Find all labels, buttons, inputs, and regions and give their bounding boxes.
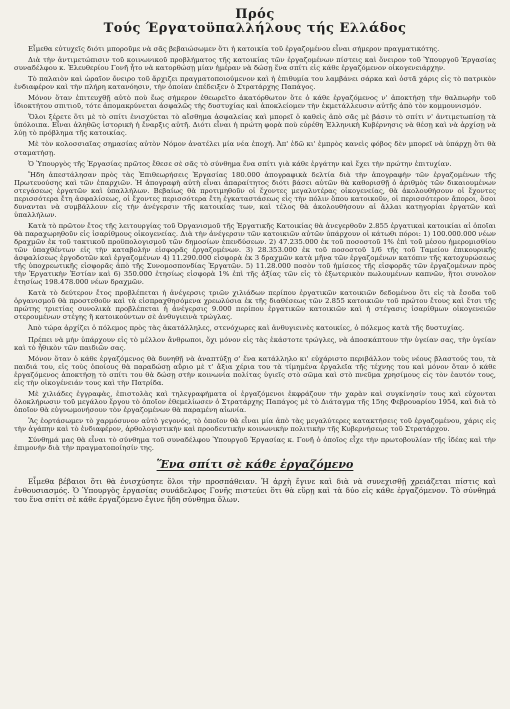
slogan-heading: Ἕνα σπίτι σὲ κάθε ἐργαζόμενο	[156, 458, 354, 472]
paragraph: Τὸ παλαιὸν καὶ ὡραῖον ὄνειρο τοῦ ἄρχιζει πραγματοποιούμενον καὶ ἡ ἐπιθυμία του λαμβάνει σάρκα καὶ ὀστᾶ χάρις εἰς τὸ πατρικὸν ἐνδιαφέρον καὶ τὴν πλήρη κατανόησιν, τὴν ὁποίαν ἐπέδειξεν ὁ Στρατάρχης Παπάγος.	[14, 75, 496, 92]
paragraph: Μόνον ὅταν ὁ κάθε ἐργαζόμενος θὰ δυνηθῇ νὰ ἀναπτύξῃ σ' ἕνα κατάλληλο κι' εὐχάριστο περιβάλλον τοὺς νέους βλαστούς του, τὰ παιδιά του, εἰς τοὺς ὁποίους θὰ παραδώσῃ αὔριο μὲ τ' ἄξια χέρια του τὰ τίμημένα ἐργαλεῖα τῆς τέχνης του καὶ μόνον ὅταν ὁ κάθε ἐργαζόμενος ἀποκτήσῃ τὸ σπίτι του θὰ δώσῃ στὴν κοινωνία πολίτας ὑγιεῖς στὸ σῶμα καὶ στὸ πνεῦμα χρησίμους εἰς τὸν ἑαυτόν τους, εἰς τὴν οἰκογένειάν τους καὶ τὴν Πατρίδα.	[14, 354, 496, 387]
paragraph: Εἶμεθα εὐτυχεῖς διότι μποροῦμε νὰ σᾶς βεβαιώσωμεν ὅτι ἡ κατοικία τοῦ ἐργαζομένου εἶναι σήμερον πραγματικότης.	[28, 45, 440, 53]
paragraph: Μὲ τὸν κολοσσιαῖας σημασίας αὐτὸν Νόμον ἀνατέλει μία νέα ἐποχή. Ἀπ' ἐδῶ κι' ἐμπρὸς κανεὶς φόβος δὲν μπορεῖ νὰ ὑπάρχῃ ὅτι θὰ σταματήσῃ.	[14, 140, 496, 157]
paragraph: Ἤδη ἀπεστάλησαν πρὸς τὰς Ἐπιθεωρήσεις Ἐργασίας 180.000 ἀπογραφικὰ δελτία διὰ τὴν ἀπογραφὴν τῶν ἐργαζομένων τῆς Πρωτευούσης καὶ τῶν ἐπαρχιῶν. Ἡ ἀπογραφὴ αὐτὴ εἶναι ἀπαραίτητος διότι βάσει αὐτῶν θὰ καθορισθῇ ὁ ἀριθμὸς τῶν δικαιουμένων στεγάσεως ἐργατῶν καὶ ὑπαλλήλων. Βεβαίως θὰ προτιμηθοῦν οἱ ἔχοντες μεγαλυτέρας οἰκογενείας, θὰ ἀκολουθήσουν οἱ ἔχοντες περισσότερα ἔτη ἀσφαλίσεως, οἱ ἔχοντες περισσότερα ἔτη ἐγκαταστάσεως εἰς τὴν πόλιν ὅπου κατοικοῦν, οἱ περισσότερον ἄποροι, ὅσοι δυνανται νὰ συμβάλλουν εἰς τὴν ἀνέγερσιν τῆς κατοικίας των, καὶ τέλος θὰ ἀκολουθήσουν αἱ ἄλλαι κατηγορίαι ἐργατῶν καὶ ὑπαλλήλων.	[14, 170, 496, 219]
body-text	[14, 45, 496, 452]
paragraph: Πρέπει νὰ μὴν ὑπάρχουν εἰς τὸ μέλλον ἄνθρωποι, ὄχι μόνον εἰς τὰς ἑκάστοτε τρώγλες, νὰ ἀποσκάπτουν τὴν ὑγείαν σας, τὴν ὑγείαν καὶ τὸ ἦθικὸν τῶν παιδιῶν σας.	[14, 335, 496, 352]
closing-paragraph: Εἶμεθα βέβαιοι ὅτι θὰ ἐνισχύσητε ὅλοι τὴν προσπάθειαν. Ἡ ἀρχὴ ἔγινε καὶ διὰ νὰ συνεχισθῇ χρειάζεται πίστις καὶ ἐνθουσιασμός. Ὁ Ὑπουργὸς ἐργασίας συνάδελφος Γονῆς πιστεύει ὅτι θὰ εὕρῃ καὶ τὰ δύο εἰς κάθε ἐργαζόμενον. Τὸ σύνθημά του ἕνα σπίτι σὲ κάθε ἐργαζόμενο ἔγινε ἤδη σύνθημα ὅλων.	[14, 477, 496, 505]
heading-line-1: Πρός	[235, 7, 275, 22]
paragraph: Ὁ Ὑπουργὸς τῆς Ἐργασίας πρῶτος ἔθεσε σὲ σᾶς τὸ σύνθημα ἕνα σπίτι γιὰ κάθε ἐργάτην καὶ ἔχει τὴν πρώτην ἐπιτυχίαν.	[28, 159, 452, 168]
paragraph: Διὰ τὴν ἀντιμετώπισιν τοῦ κοινωνικοῦ προβλήματος τῆς κατοικίας τῶν ἐργαζομένων πίστεις καὶ ὄνειρον τοῦ Ὑπουργοῦ Ἐργασίας συναδέλφου κ. Ἐλευθερίου Γονῆ ἦτο νὰ κατορθώσῃ μίαν ἡμέραν νὰ δώσῃ ἕνα σπίτι εἰς κάθε ἐργαζόμενον οἰκογενειάρχην.	[14, 56, 496, 73]
paragraph: Ὅλοι ξέρετε ὅτι μὲ τὸ σπίτι ἐνισχύεται τὸ αἴσθημα ἀσφαλείας καὶ μπορεῖ ὁ καθεὶς ἀπὸ σᾶς μὲ βάσιν τὸ σπίτι ν' ἀντιμετωπίσῃ τὰ ὑπόλοιπα. Εἶναι ἀληθῶς ἱστορικὴ ἡ ἔναρξις αὐτῆ. Διότι εἶναι ἡ πρώτη φορὰ ποὺ εὑρέθη Ἑλληνικὴ Κυβέρνησις νὰ θέσῃ καὶ νὰ ἀρχίσῃ νὰ λύῃ τὸ πρόβλημα τῆς κατοικίας.	[14, 113, 496, 138]
heading-line-2: Τούς Έργατοϋπαλλήλους τής Ελλάδος	[103, 21, 407, 36]
paragraph: Ἀπὸ τώρα ἀρχίζει ὁ πόλεμος πρὸς τὰς ἀκατάλληλες, στενόχωρες καὶ ἀνθυγιεινὲς κατοικίες, ὁ πόλεμος κατὰ τῆς δυστυχίας.	[28, 324, 465, 333]
paragraph: Μόνον ὅταν ἐπιτευχθῇ αὐτὸ ποὺ ἕως σήμερον ἐθεωρεῖτο ἀκατόρθωτον ὅτε ὁ κάθε ἐργαζόμενος ν' ἀποκτήσῃ τὴν θαλπωρὴν τοῦ ἰδιοκτήτου σπιτιοῦ, τότε ἀπομακρύνεται ἀσφαλῶς τὴς δυστυχίας καὶ ἀποκλείομεν τὴν ἐκμετάλλευσιν αὐτῆς ἀπὸ τὸν κομμουνισμόν.	[14, 94, 496, 111]
paragraph: Κατὰ τὸ δεύτερον ἔτος προβλέπεται ἡ ἀνέγερσις τριῶν χιλιάδων περίπου ἐργατικῶν κατοικιῶν δεδομένου ὅτι εἰς τὰ ἔσοδα τοῦ ὀργανισμοῦ θὰ προστεθοῦν καὶ τὰ εἰσπραχθησόμενα χρεωλύσια ἐκ τῆς διαθέσεως τῶν 2.855 κατοικιῶν τοῦ πρώτου ἔτους καὶ ἔτσι τῆς πρώτης τριετίας συνολικὰ προβλέπεται ἡ ἀνέγερσις 9.000 περίπου ἐργατικῶν κατοικιῶν καὶ ἡ στέγασις ἰσαρίθμων οἰκογενειῶν στερουμένων στέγης ἢ κατοικούντων σὲ ἀνθυγιεινὰ τρώγλας.	[14, 289, 496, 322]
paragraph: Σύνθημά μας θὰ εἶναι τὸ σύνθημα τοῦ συναδέλφου Ὑπουργοῦ Ἐργασίας κ. Γονῆ ὁ ὁποῖος εἶχε τὴν πρωτοβουλίαν τῆς ἰδέας καὶ τὴν ἐπιμονὴν διὰ τὴν πραγματοποίησίν της.	[14, 436, 496, 453]
closing-text	[14, 477, 496, 504]
paragraph: Ἃς ἑορτάσωμεν τὸ χαρμόσυνον αὐτὸ γεγονός, τὸ ὁποῖον θὰ εἶναι μία ἀπὸ τὰς μεγαλύτερες κατακτήσεις τοῦ ἐργαζομένου, χάρις εἰς τὴν ἀγάπην καὶ τὸ ἐνδιαφέρον, ἀρθολογιστικὴν καὶ προοδευτικὴν κοινωνικὴν πολιτικὴν τῆς Κυβερνήσεως τοῦ Στρατάρχου.	[14, 416, 496, 433]
paragraph: Κατὰ τὸ πρῶτον ἔτος τῆς λειτουργίας τοῦ Ὀργανισμοῦ τῆς Ἐργατικῆς Κατοικίας θὰ ἀνεγερθοῦν 2.855 ἐργατικαὶ κατοικίαι αἱ ὁποῖαι θὰ παραχωρηθοῦν εἰς ἰσαρίθμους οἰκογενείας. Διὰ τὴν ἀνέγερσιν τῶν κατοικιῶν αὐτῶν ὑπάρχουν οἱ κάτωθι πόροι: 1) 100.000.000 νέων δραχμῶν ἐκ τοῦ τακτικοῦ προϋπολογισμοῦ τῶν δημοσίων ἐπενδύσεων. 2) 47.235.000 ἐκ τοῦ ποσοστοῦ 1% ἐπὶ τοῦ μέσου ἡμερομισθίου τῶν ὑπαχθέντων εἰς τὴν καταβολὴν εἰσφορᾶς ἐργαζομένων. 3) 28.353.000 ἐκ τοῦ ποσοστοῦ 1/6 τῆς τοῦ Ταμείου ἐπικουρικῆς ἀσφαλίσεως ἐργοδοτῶν καὶ ἐργαζομένων 4) 11.290.000 εἰσφορὰ ἐκ 3 δραχμῶν κατὰ μῆνα τῶν ἐργαζομένων κατόπιν τῆς κατοχυρώσεως τῆς ὑποχρεωτικῆς εἰσφορᾶς ἀπὸ τῆς Συνομοσπονδίας Ἐργατῶν. 5) 11.28.000 ποσὸν τοῦ ἡμίσεος τῆς εἰσφορᾶς τῶν ἐργαζομένων πρὸς τὴν Ἐργατικὴν Ἑστίαν καὶ 6) 350.000 ἐτησίως εἰσφορὰ 1% ἐπὶ τῆς ἀξίας τῶν εἰς τὸ ἐξωτερικὸν πωλουμένων καπνῶν, ἤτοι συνολον ἐτησίως 198.478.000 νέων δραχμῶν.	[14, 221, 496, 287]
paragraph: Μὲ χιλιάδες ἐγγραφὰς, ἐπιστολὰς καὶ τηλεγραφήματα οἱ ἐργαζόμενοι ἐκφράζουν τὴν χαρὰν καὶ συγκίνησίν τους καὶ εὐχονται ὁλοκλήρωσιν τοῦ μεγάλου ἔργου τὸ ὁποῖον ἐθεμελίωσεν ὁ Στρατάρχης Παπάγος μὲ τὸ Διάταγμα τῆς 15ης Φεβρουαρίου 1954, καὶ διὰ τὸ ὁποῖον θὰ εὐγνωμονήσουν τὸν ἐργαζομένων θὰ παραμένη αἰωνία.	[14, 389, 496, 414]
